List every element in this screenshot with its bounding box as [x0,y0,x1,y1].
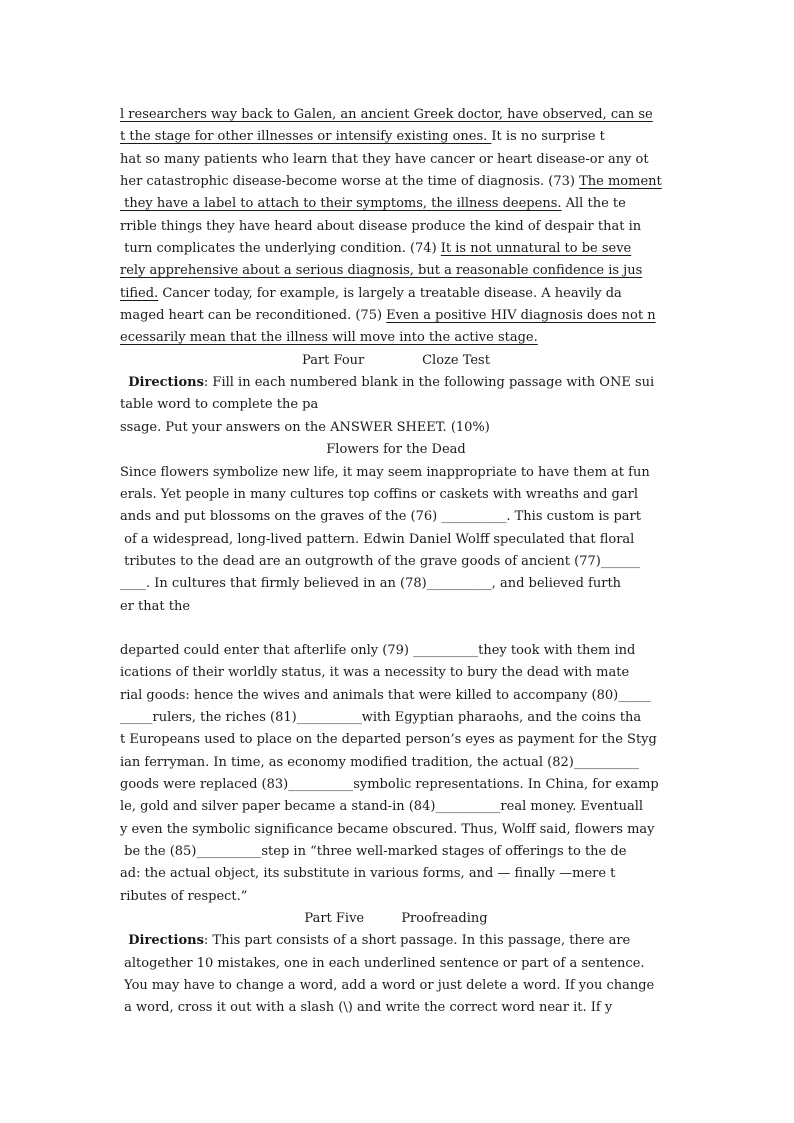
cloze-line: of a widespread, long-lived pattern. Edwin Daniel Wolff speculated that floral [120,531,635,547]
cloze-passage-part-1 [120,462,672,618]
part-five-directions-line [120,930,672,952]
cloze-line: tributes to the dead are an outgrowth of the grave goods of ancient (77)______ [120,553,640,569]
cloze-line: t Europeans used to place on the departed person’s eyes as payment for the Styg [120,732,657,748]
part-four-directions-line: ssage. Put your answers on the ANSWER SHEET. (10%) [120,419,490,435]
part-four-directions-line: table word to complete the pa [120,397,319,413]
passage-text: her catastrophic disease-become worse at the time of diagnosis. (73) [120,174,580,190]
directions-text: : This part consists of a short passage. In this passage, there are [203,933,631,949]
underlined-sentence: l researchers way back to Galen, an ancient Greek doctor, have observed, can se [120,107,653,122]
cloze-line: erals. Yet people in many cultures top coffins or caskets with wreaths and garl [120,486,638,502]
directions-label: Directions [128,933,204,949]
passage-text: maged heart can be reconditioned. (75) [120,308,387,324]
page-gap [120,618,672,640]
cloze-line: le, gold and silver paper became a stand-in (84)__________real money. Eventuall [120,799,644,815]
cloze-line: y even the symbolic significance became obscured. Thus, Wolff said, flowers may [120,821,655,837]
directions-text: : Fill in each numbered blank in the following passage with ONE sui [203,375,655,391]
passage-text: It is no surprise t [491,129,605,145]
passage-line [120,126,672,148]
directions-label: Directions [128,375,204,391]
passage-line [120,327,672,349]
cloze-line: _____rulers, the riches (81)__________with Egyptian pharaohs, and the coins tha [120,709,642,725]
cloze-line: ributes of respect.” [120,888,248,904]
underlined-sentence: It is not unnatural to be seve [440,241,632,257]
cloze-line: goods were replaced (83)__________symbolic representations. In China, for examp [120,776,659,792]
part-five-directions-line: altogether 10 mistakes, one in each underlined sentence or part of a sentence. [120,955,645,971]
cloze-line: Since flowers symbolize new life, it may seem inappropriate to have them at fun [120,464,650,480]
cloze-line: ad: the actual object, its substitute in various forms, and — finally —mere t [120,866,616,882]
cloze-line: ian ferryman. In time, as economy modified tradition, the actual (82)__________ [120,754,639,770]
underlined-sentence: t the stage for other illnesses or intensify existing ones. [120,129,492,145]
passage-line [120,283,672,305]
cloze-line: ands and put blossoms on the graves of the (76) __________. This custom is part [120,509,641,525]
cloze-line: er that the [120,598,191,614]
passage-text: All the te [561,196,626,212]
part-five-directions-line: You may have to change a word, add a word or just delete a word. If you change [120,978,655,994]
underlined-sentence: Even a positive HIV diagnosis does not n [386,308,656,324]
underlined-sentence: The moment [579,174,662,190]
passage-line [120,104,672,126]
part-four-heading: Part Four Cloze Test [302,352,490,368]
passage-text: hat so many patients who learn that they have cancer or heart disease-or any ot [120,151,649,167]
passage-line [120,193,672,215]
underlined-sentence: they have a label to attach to their symptoms, the illness deepens. [120,196,562,212]
cloze-line: ications of their worldly status, it was a necessity to bury the dead with mate [120,665,630,681]
part-five-heading: Part Five Proofreading [304,911,488,927]
passage-line [120,216,672,238]
underlined-sentence: tified. [120,285,159,301]
passage-line [120,171,672,193]
passage-end [120,104,672,350]
passage-title: Flowers for the Dead [326,442,466,458]
passage-line [120,305,672,327]
cloze-line: departed could enter that afterlife only (79) __________they took with them ind [120,642,636,658]
underlined-sentence: rely apprehensive about a serious diagnosis, but a reasonable confidence is jus [120,263,643,279]
document-page [120,104,672,1020]
cloze-line: ____. In cultures that firmly believed in an (78)__________, and believed furth [120,576,622,592]
passage-line [120,149,672,171]
passage-text: turn complicates the underlying condition. (74) [120,241,441,257]
passage-text: Cancer today, for example, is largely a treatable disease. A heavily da [158,285,622,301]
part-five-directions-line: a word, cross it out with a slash (\) and write the correct word near it. If y [120,1000,613,1016]
cloze-line: be the (85)__________step in “three well-marked stages of offerings to the de [120,844,627,859]
part-four-directions-line [120,372,672,394]
underlined-sentence: ecessarily mean that the illness will move into the active stage. [120,330,538,346]
passage-line [120,238,672,260]
passage-text: rrible things they have heard about disease produce the kind of despair that in [120,218,642,234]
cloze-line: rial goods: hence the wives and animals that were killed to accompany (80)_____ [120,687,651,703]
passage-line [120,260,672,282]
cloze-passage-part-2 [120,640,672,908]
